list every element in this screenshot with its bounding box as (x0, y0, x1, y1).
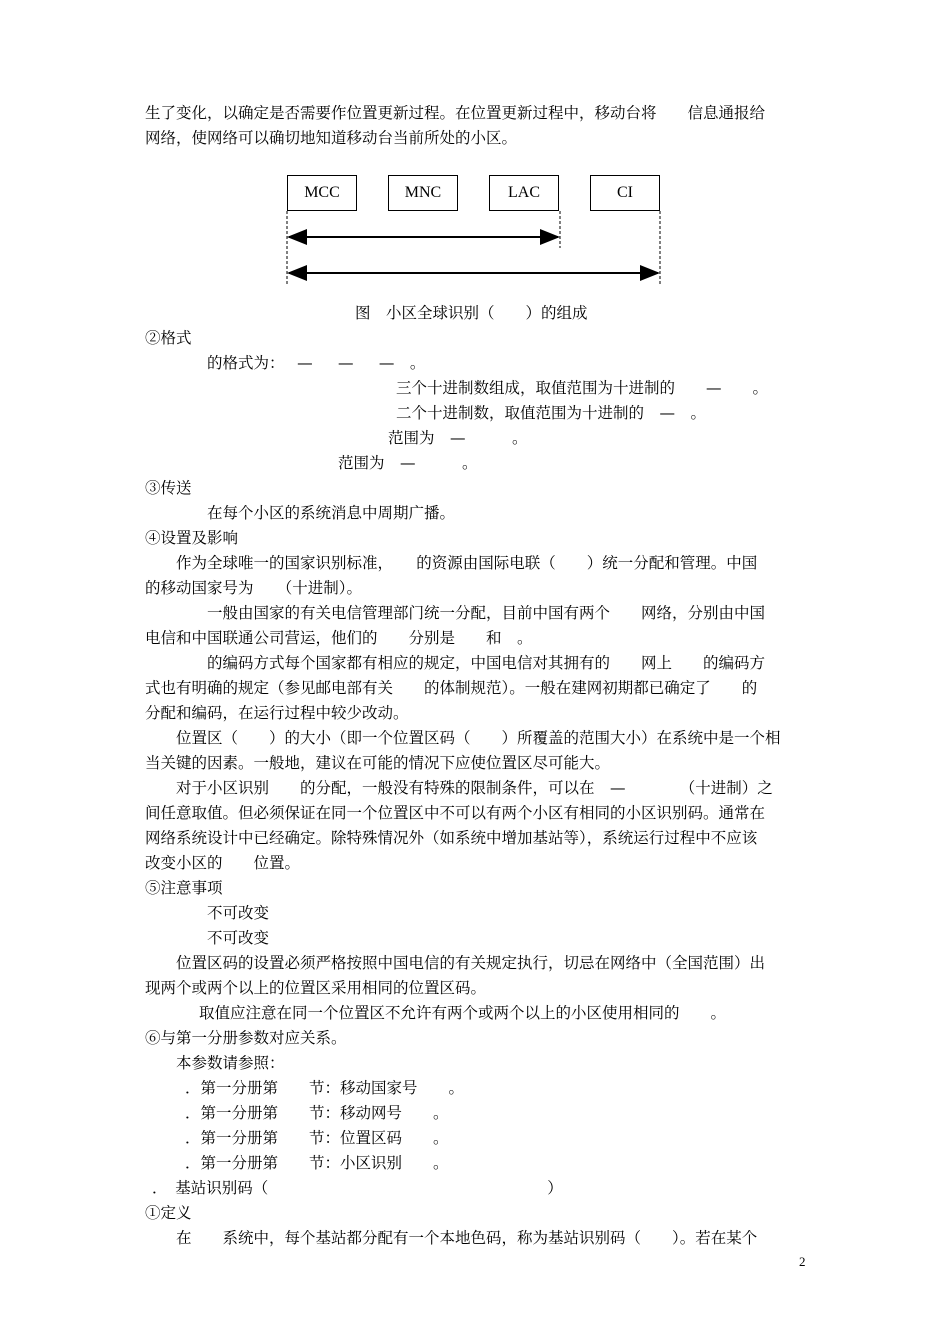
body-text-line: 在每个小区的系统消息中周期广播。 (207, 504, 456, 522)
mcc-box: MCC (287, 175, 357, 211)
reference-item: ．第一分册第 节：小区识别 。 (185, 1154, 449, 1172)
body-text-line: 范围为 — 。 (338, 454, 478, 472)
body-text-line: 网络，使网络可以确切地知道移动台当前所处的小区。 (145, 129, 518, 147)
section-heading: ④设置及影响 (145, 529, 239, 547)
body-text-line: 网络系统设计中已经确定。除特殊情况外（如系统中增加基站等），系统运行过程中不应该 (145, 829, 758, 847)
body-text-line: 在 系统中，每个基站都分配有一个本地色码，称为基站识别码（ ）。若在某个 (176, 1229, 758, 1247)
section-heading: ①定义 (145, 1204, 192, 1222)
section-title: ． 基站识别码（ ） (152, 1179, 563, 1197)
body-text-line: 范围为 — 。 (388, 429, 528, 447)
body-text-line: 电信和中国联通公司营运，他们的 分别是 和 。 (145, 629, 533, 647)
cgi-diagram-lines (0, 0, 950, 300)
body-text-line: 当关键的因素。一般地，建议在可能的情况下应使位置区尽可能大。 (145, 754, 611, 772)
body-text-line: 的编码方式每个国家都有相应的规定，中国电信对其拥有的 网上 的编码方 (207, 654, 766, 672)
body-text-line: 位置区（ ）的大小（即一个位置区码（ ）所覆盖的范围大小）在系统中是一个相 (176, 729, 781, 747)
body-text-line: 的格式为： — — — 。 (207, 354, 426, 372)
body-text-line: 现两个或两个以上的位置区采用相同的位置区码。 (145, 979, 487, 997)
lac-box: LAC (489, 175, 559, 211)
body-text-line: 改变小区的 位置。 (145, 854, 301, 872)
body-text-line: 的移动国家号为 （十进制）。 (145, 579, 363, 597)
body-text-line: 三个十进制数组成，取值范围为十进制的 — 。 (396, 379, 769, 397)
reference-item: ．第一分册第 节：位置区码 。 (185, 1129, 449, 1147)
body-text-line: 位置区码的设置必须严格按照中国电信的有关规定执行，切忌在网络中（全国范围）出 (176, 954, 766, 972)
ci-box: CI (590, 175, 660, 211)
body-text-line: 二个十进制数，取值范围为十进制的 — 。 (396, 404, 707, 422)
section-heading: ⑤注意事项 (145, 879, 223, 897)
body-text-line: 本参数请参照： (176, 1054, 285, 1072)
reference-item: ．第一分册第 节：移动网号 。 (185, 1104, 449, 1122)
body-text-line: 间任意取值。但必须保证在同一个位置区中不可以有两个小区有相同的小区识别码。通常在 (145, 804, 766, 822)
body-text-line: 不可改变 (207, 904, 270, 922)
body-text-line: 式也有明确的规定（参见邮电部有关 的体制规范）。一般在建网初期都已确定了 的 (145, 679, 758, 697)
body-text-line: 不可改变 (207, 929, 270, 947)
section-heading: ②格式 (145, 329, 192, 347)
section-heading: ⑥与第一分册参数对应关系。 (145, 1029, 347, 1047)
page-number: 2 (799, 1254, 806, 1269)
body-text-line: 对于小区识别 的分配，一般没有特殊的限制条件，可以在 — （十进制）之 (176, 779, 773, 797)
body-text-line: 生了变化，以确定是否需要作位置更新过程。在位置更新过程中，移动台将 信息通报给 (145, 104, 766, 122)
body-text-line: 作为全球唯一的国家识别标准， 的资源由国际电联（ ）统一分配和管理。中国 (176, 554, 758, 572)
body-text-line: 取值应注意在同一个位置区不允许有两个或两个以上的小区使用相同的 。 (199, 1004, 727, 1022)
mnc-box: MNC (388, 175, 458, 211)
section-heading: ③传送 (145, 479, 192, 497)
body-text-line: 分配和编码，在运行过程中较少改动。 (145, 704, 409, 722)
figure-caption: 图 小区全球识别（ ）的组成 (355, 304, 588, 322)
reference-item: ．第一分册第 节：移动国家号 。 (185, 1079, 465, 1097)
body-text-line: 一般由国家的有关电信管理部门统一分配，目前中国有两个 网络，分别由中国 (207, 604, 766, 622)
